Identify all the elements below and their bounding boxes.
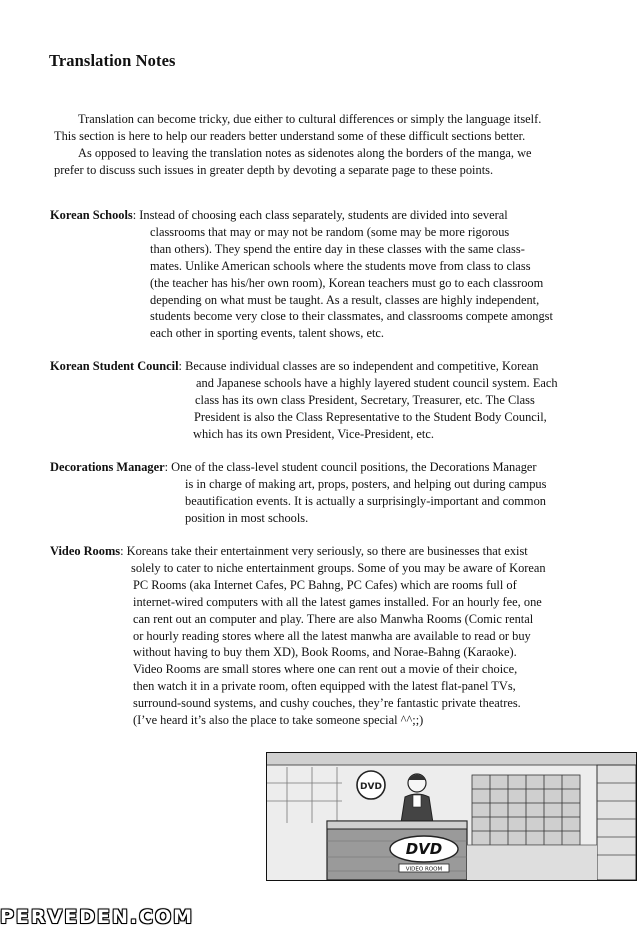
note-line: then watch it in a private room, often equipped with the latest flat-panel TVs, <box>133 679 516 694</box>
video-room-scene <box>267 753 636 880</box>
note-line: President is also the Class Representative to the Student Body Council, <box>194 409 547 424</box>
note-line: beautification events. It is actually a surprisingly-important and common <box>185 493 546 508</box>
note-line: Because individual classes are so independent and competitive, Korean <box>185 359 539 373</box>
note-term: Decorations Manager <box>50 460 165 474</box>
note-line: can rent out an computer and play. There are also Manwha Rooms (Comic rental <box>133 611 534 626</box>
intro-line: This section is here to help our readers better understand some of these difficult sections better. <box>54 129 526 143</box>
note-line: students become very close to their classmates, and classrooms compete amongst <box>150 309 553 324</box>
note-line: position in most schools. <box>185 510 309 525</box>
intro-section <box>52 111 612 179</box>
note-line: than others). They spend the entire day in these classes with the same class- <box>150 241 525 256</box>
note-line: or hourly reading stores where all the latest manwha are available to read or buy <box>133 628 531 643</box>
note-line: Koreans take their entertainment very seriously, so there are businesses that exist <box>126 544 528 558</box>
note-line: (I’ve heard it’s also the place to take someone special ^^;;) <box>133 713 424 728</box>
video-room-illustration <box>266 752 637 881</box>
note-line: classrooms that may or may not be random (some may be more rigorous <box>150 224 510 239</box>
note-line: mates. Unlike American schools where the students move from class to class <box>150 258 531 273</box>
note-line: depending on what must be taught. As a result, classes are highly independent, <box>150 292 540 307</box>
note-line: Instead of choosing each class separately, students are divided into several <box>139 208 508 222</box>
note-line: solely to cater to niche entertainment groups. Some of you may be aware of Korean <box>131 560 546 575</box>
note-line: is in charge of making art, props, posters, and helping out during campus <box>185 476 547 491</box>
dvd-logo-subtext: VIDEO ROOM <box>405 866 443 873</box>
note-term: Korean Student Council <box>50 359 179 373</box>
note-term: Korean Schools <box>50 208 133 222</box>
note-line: each other in sporting events, talent shows, etc. <box>150 326 384 341</box>
dvd-logo-text: DVD <box>405 840 443 858</box>
note-line: Video Rooms are small stores where one can rent out a movie of their choice, <box>133 662 518 677</box>
intro-line: Translation can become tricky, due either to cultural differences or simply the language itself. <box>78 112 542 126</box>
page-title: Translation Notes <box>49 51 176 70</box>
intro-line: As opposed to leaving the translation notes as sidenotes along the borders of the manga, we <box>78 146 532 160</box>
note-line: (the teacher has his/her own room), Korean teachers must go to each classroom <box>150 275 544 290</box>
note-student-council: Korean Student Council: Because individual classes are so independent and competitive, Korean and Japanese schools have a highly layered student council system. Each class has its own class President, Secretary, Treasurer, etc. The Class President is also the Class Representative to the Student Body Council, which has its own President, Vice-President, etc. <box>50 359 558 441</box>
note-term: Video Rooms <box>50 544 121 558</box>
note-video-rooms: Video Rooms: Koreans take their entertainment very seriously, so there are businesses that exist solely to cater to niche entertainment groups. Some of you may be aware of Korean PC Rooms (aka Internet Cafes, PC Bahng, PC Cafes) which are rooms full of internet-wired computers with all the latest games installed. For an hourly fee, one can rent out an computer and play. There are also Manwha Rooms (Comic rental or hourly reading stores where all the latest manwha are available to read or buy without having to buy them XD), Book Rooms, and Norae-Bahng (Karaoke). Video Rooms are small stores where one can rent out a movie of their choice, then watch it in a private room, often equipped with the latest flat-panel TVs, surround-sound systems, and cushy couches, they’re fantastic private theatres. (I’ve heard it’s also the place to take someone special ^^;;) <box>50 544 546 728</box>
note-line: One of the class-level student council positions, the Decorations Manager <box>171 460 537 474</box>
note-line: PC Rooms (aka Internet Cafes, PC Bahng, PC Cafes) which are rooms full of <box>133 577 517 592</box>
note-line: which has its own President, Vice-President, etc. <box>193 426 434 441</box>
note-korean-schools: Korean Schools: Instead of choosing each class separately, students are divided into several classrooms that may or may not be random (some may be more rigorous than others). They spend the entire day in these classes with the same class- mates. Unlike American schools where the students move from class to class (the teacher has his/her own room), Korean teachers must go to each classroom depending on what must be taught. As a result, classes are highly independent, students become very close to their classmates, and classrooms compete amongst each other in sporting events, talent shows, etc. <box>50 208 553 341</box>
dvd-sign-text: DVD <box>360 782 382 792</box>
note-line: internet-wired computers with all the latest games installed. For an hourly fee, one <box>133 594 542 609</box>
note-decorations-manager: Decorations Manager: One of the class-level student council positions, the Decorations Manager is in charge of making art, props, posters, and helping out during campus beautification events. It is actually a surprisingly-important and common position in most schools. <box>50 460 547 525</box>
note-line: class has its own class President, Secretary, Treasurer, etc. The Class <box>195 392 535 407</box>
intro-line: prefer to discuss such issues in greater depth by devoting a separate page to these points. <box>54 163 494 177</box>
note-line: without having to buy them XD), Book Rooms, and Norae-Bahng (Karaoke). <box>133 645 517 660</box>
site-watermark: PERVEDEN.COM <box>0 906 195 928</box>
note-line: surround-sound systems, and cushy couches, they’re fantastic private theatres. <box>133 696 521 711</box>
note-line: and Japanese schools have a highly layered student council system. Each <box>196 375 558 390</box>
